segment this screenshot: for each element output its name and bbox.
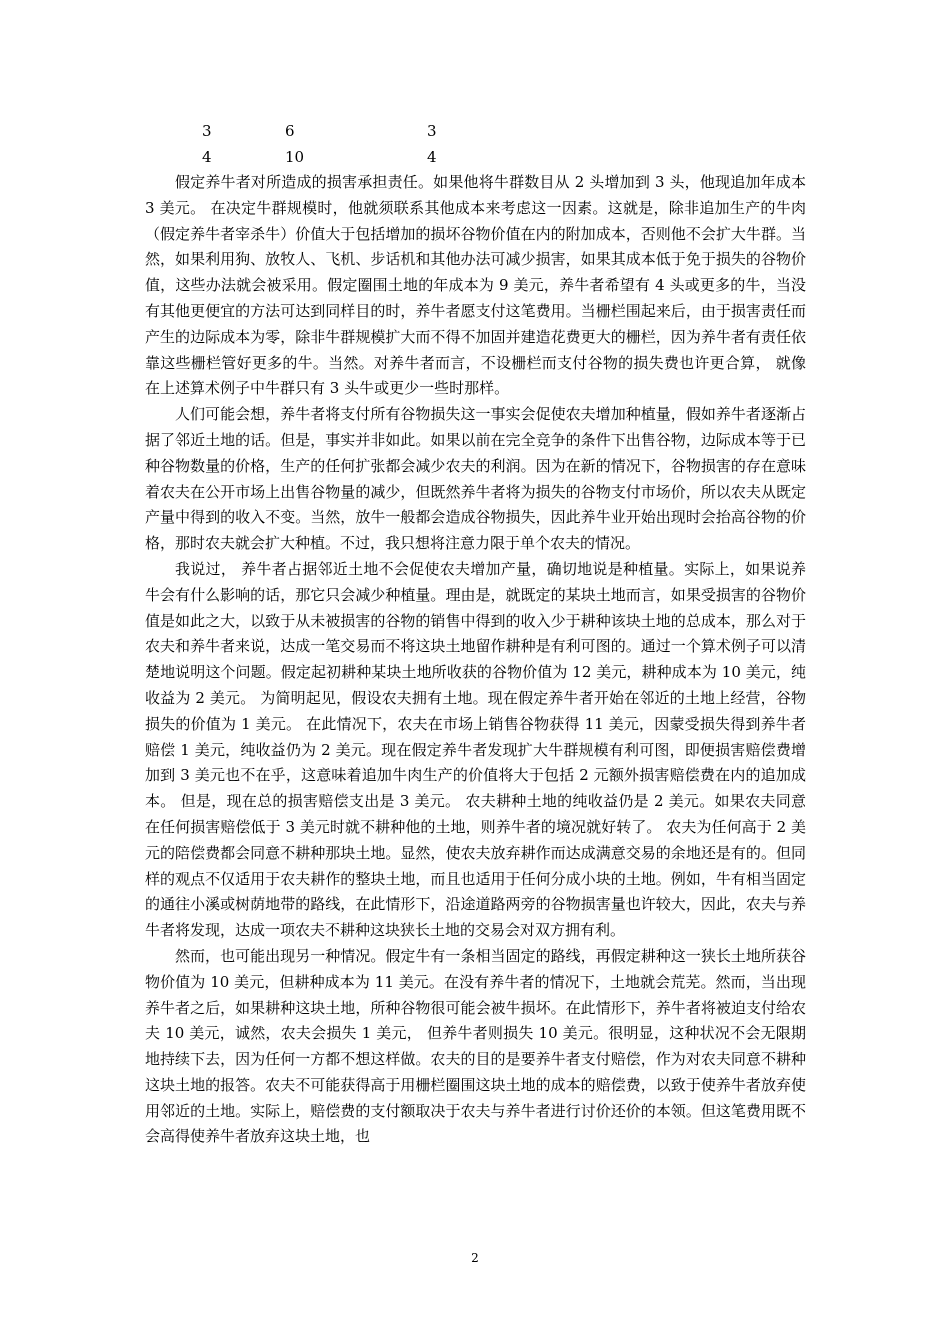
table-cell: 3 — [427, 122, 437, 140]
paragraph: 人们可能会想，养牛者将支付所有谷物损失这一事实会促使农夫增加种植量，假如养牛者逐渐占据了邻近土地的话。但是，事实并非如此。如果以前在完全竞争的条件下出售谷物，边际成本等于已种谷物数量的价格，生产的任何扩张都会减少农夫的利润。因为在新的情况下，谷物损害的存在意味着农夫在公开市场上出售谷物量的减少，但既然养牛者将为损失的谷物支付市场价，所以农夫从既定产量中得到的收入不变。当然，放牛一般都会造成谷物损失，因此养牛业开始出现时会抬高谷物的价格，那时农夫就会扩大种植。不过，我只想将注意力限于单个农夫的情况。 — [145, 405, 806, 553]
table-cell: 10 — [285, 148, 305, 166]
table-row — [145, 118, 805, 144]
table-cell: 4 — [202, 148, 212, 166]
cattle-table-continuation — [145, 118, 805, 170]
table-cell: 4 — [427, 148, 437, 166]
table-cell: 6 — [285, 122, 295, 140]
table-cell: 3 — [202, 122, 212, 140]
page-number: 2 — [471, 1251, 479, 1265]
table-row — [145, 144, 805, 170]
body-text — [145, 170, 806, 1150]
paragraph: 然而，也可能出现另一种情况。假定牛有一条相当固定的路线，再假定耕种这一狭长土地所获谷物价值为 10 美元，但耕种成本为 11 美元。在没有养牛者的情况下，土地就会荒芜。然而，当出现养牛者之后，如果耕种这块土地，所种谷物很可能会被牛损坏。在此情形下，养牛者将被迫支付给农夫 10 美元，诚然，农夫会损失 1 美元， 但养牛者则损失 10 美元。很明显，这种状况不会无限期地持续下去，因为任何一方都不想这样做。农夫的目的是要养牛者支付赔偿，作为对农夫同意不耕种这块土地的报答。农夫不可能获得高于用栅栏圈围这块土地的成本的赔偿费，以致于使养牛者放弃使用邻近的土地。实际上，赔偿费的支付额取决于农夫与养牛者进行讨价还价的本领。但这笔费用既不会高得使养牛者放弃这块土地，也 — [145, 946, 806, 1146]
paragraph: 我说过， 养牛者占据邻近土地不会促使农夫增加产量，确切地说是种植量。实际上，如果说养牛会有什么影响的话，那它只会减少种植量。理由是，就既定的某块土地而言，如果受损害的谷物价值是如此之大，以致于从未被损害的谷物的销售中得到的收入少于耕种该块土地的总成本，那么对于农夫和养牛者来说，达成一笔交易而不将这块土地留作耕种是有利可图的。通过一个算术例子可以清楚地说明这个问题。假定起初耕种某块土地所收获的谷物价值为 12 美元，耕种成本为 10 美元，纯收益为 2 美元。 为简明起见，假设农夫拥有土地。现在假定养牛者开始在邻近的土地上经营，谷物损失的价值为 1 美元。 在此情况下，农夫在市场上销售谷物获得 11 美元，因蒙受损失得到养牛者赔偿 1 美元，纯收益仍为 2 美元。现在假定养牛者发现扩大牛群规模有利可图，即便损害赔偿费增加到 3 美元也不在乎，这意味着追加牛肉生产的价值将大于包括 2 元额外损害赔偿费在内的追加成本。 但是，现在总的损害赔偿支出是 3 美元。 农夫耕种土地的纯收益仍是 2 美元。如果农夫同意在任何损害赔偿低于 3 美元时就不耕种他的土地，则养牛者的境况就好转了。 农夫为任何高于 2 美元的陪偿费都会同意不耕种那块土地。显然，使农夫放弃耕作而达成满意交易的余地还是有的。但同样的观点不仅适用于农夫耕作的整块土地，而且也适用于任何分成小块的土地。例如，牛有相当固定的通往小溪或树荫地带的路线，在此情形下，沿途道路两旁的谷物损害量也许较大，因此，农夫与养牛者将发现，达成一项农夫不耕种这块狭长土地的交易会对双方拥有利。 — [145, 559, 806, 940]
paragraph: 假定养牛者对所造成的损害承担责任。如果他将牛群数目从 2 头增加到 3 头，他现追加年成本 3 美元。 在决定牛群规模时，他就须联系其他成本来考虑这一因素。这就是，除非追加生产的牛肉（假定养牛者宰杀牛）价值大于包括增加的损坏谷物价值在内的附加成本，否则他不会扩大牛群。当然，如果利用狗、放牧人、飞机、步话机和其他办法可减少损害，如果其成本低于免于损失的谷物价值，这些办法就会被采用。假定圈围土地的年成本为 9 美元，养牛者希望有 4 头或更多的牛，当没有其他更便宜的方法可达到同样目的时，养牛者愿支付这笔费用。当栅栏围起来后，由于损害责任而产生的边际成本为零，除非牛群规模扩大而不得不加固并建造花费更大的栅栏，因为养牛者有责任依靠这些栅栏管好更多的牛。当然。对养牛者而言，不设栅栏而支付谷物的损失费也许更合算， 就像在上述算术例子中牛群只有 3 头牛或更少一些时那样。 — [145, 173, 806, 398]
